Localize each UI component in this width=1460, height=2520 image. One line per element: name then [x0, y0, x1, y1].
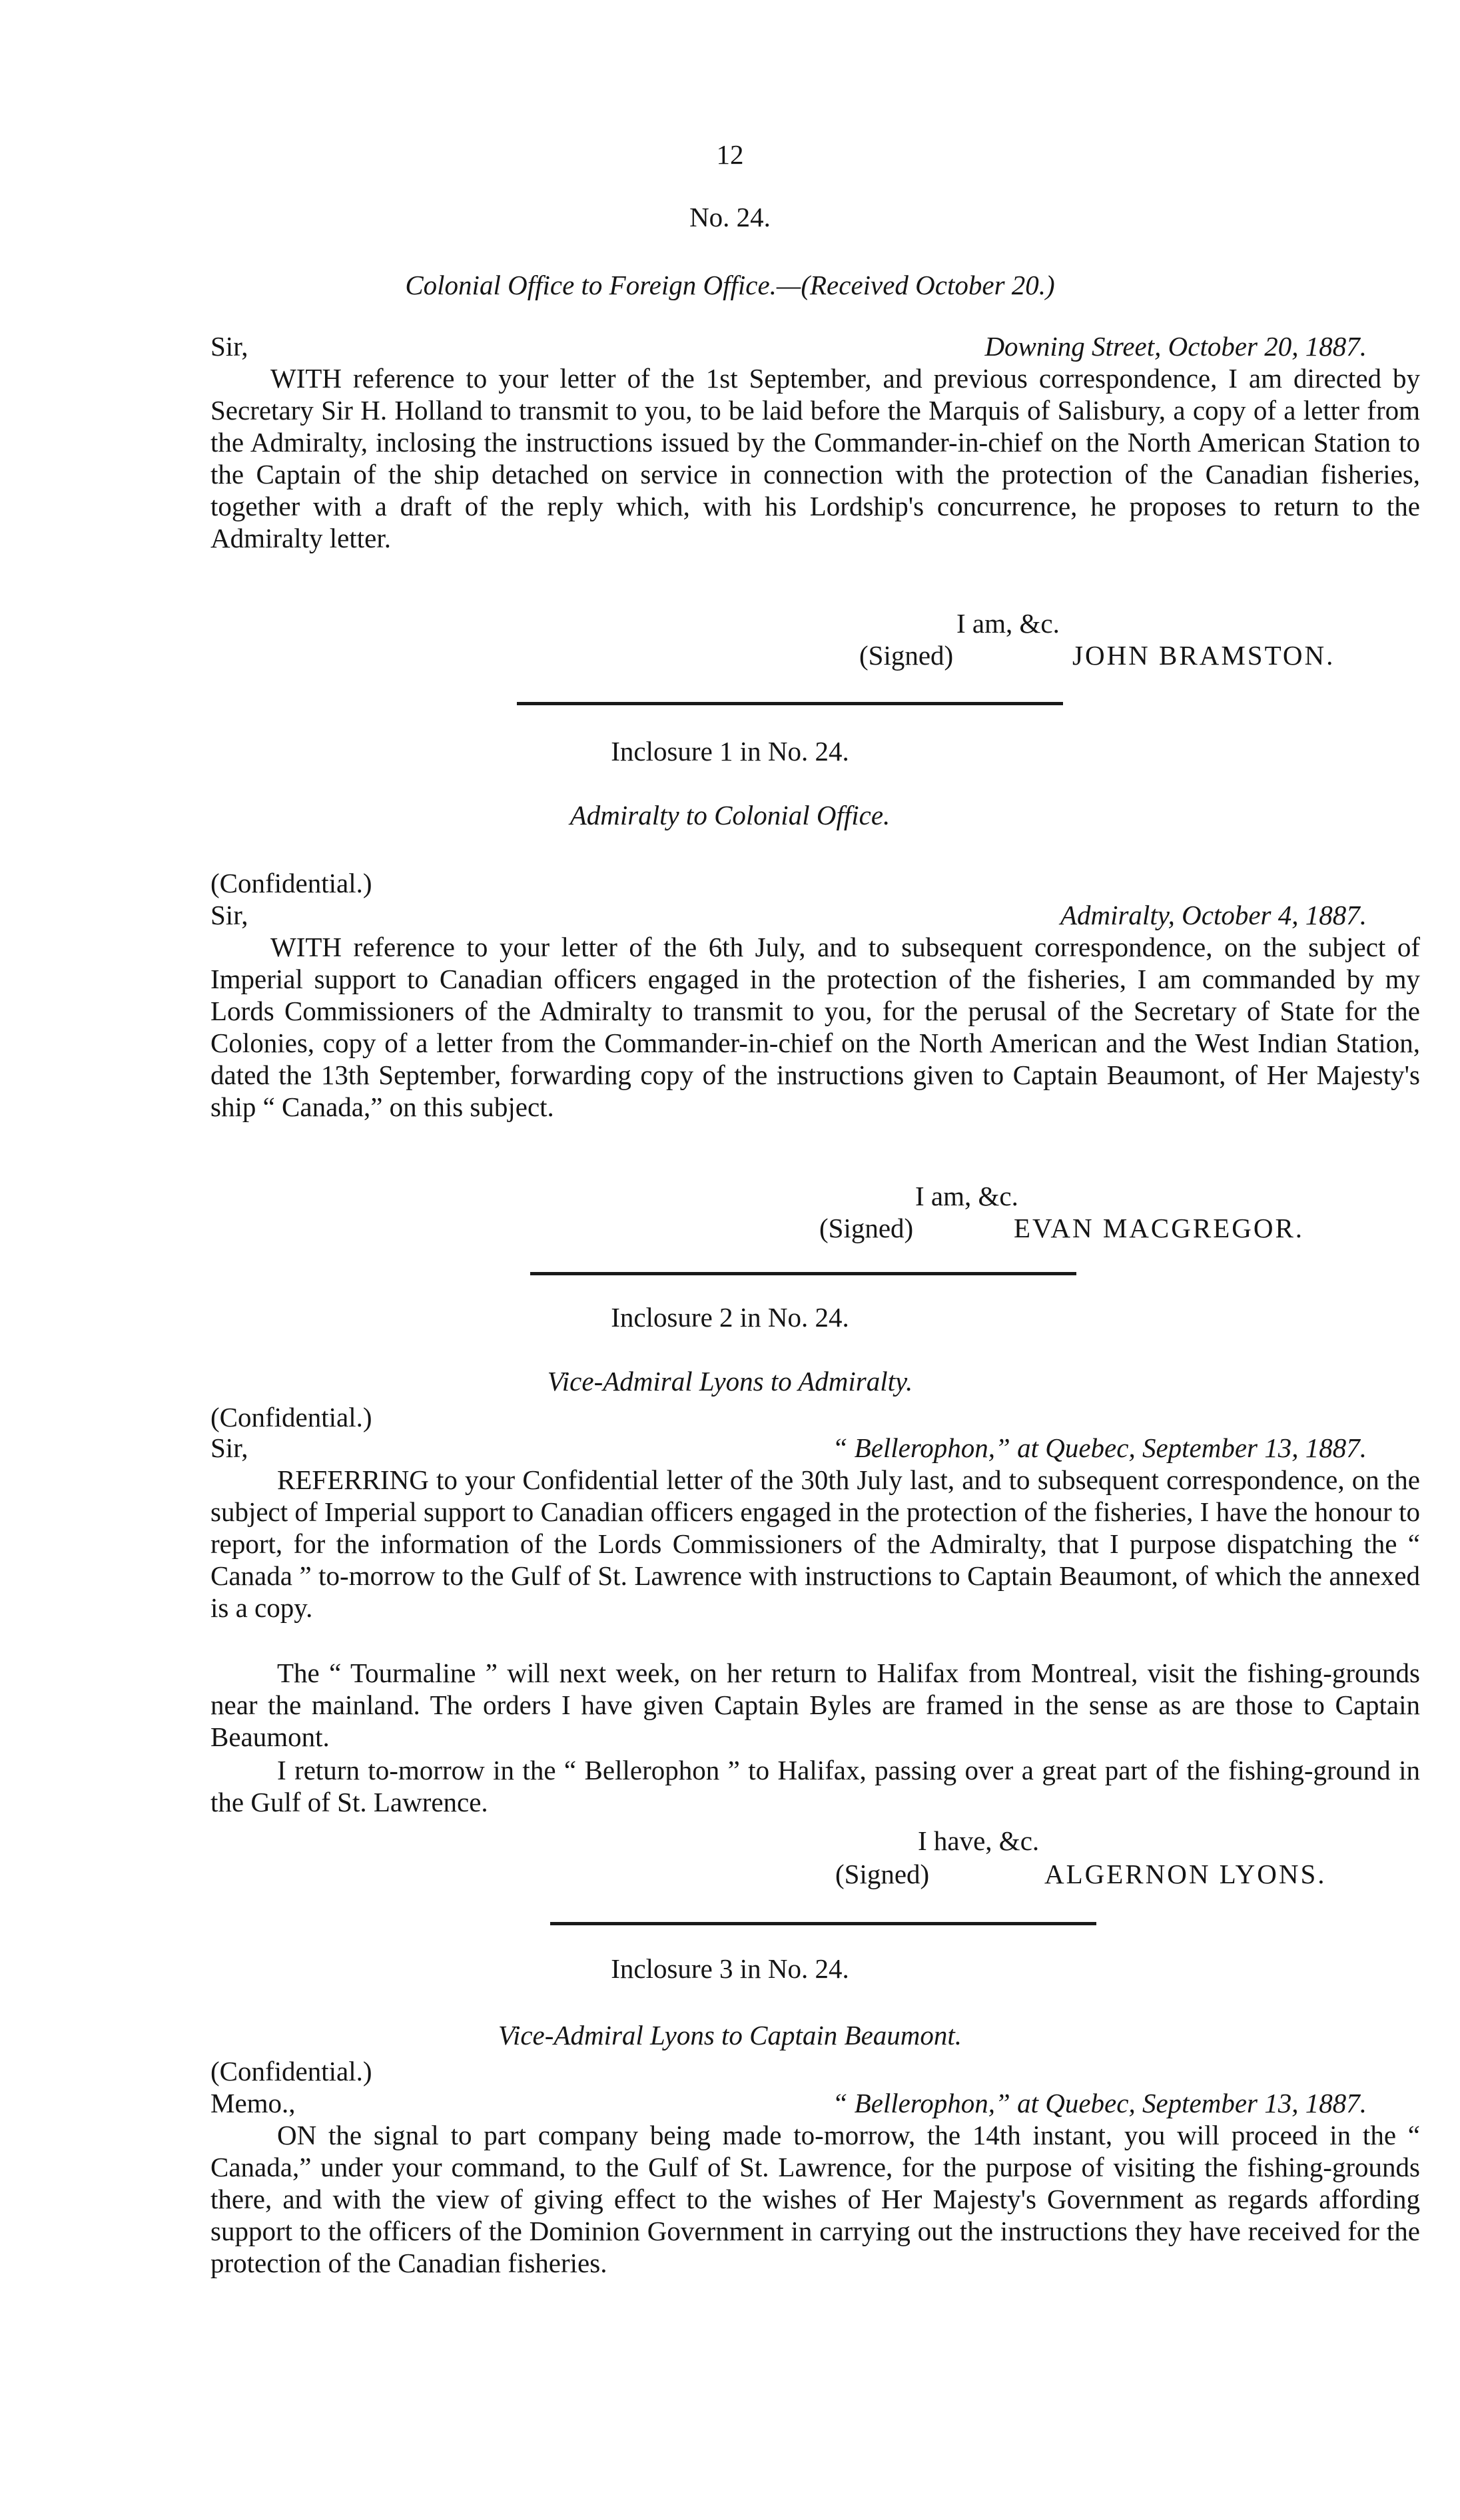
page-number: 12 — [716, 139, 744, 170]
salutation: Sir, — [210, 1432, 248, 1463]
dateline: “ Bellerophon,” at Quebec, September 13, 1887. — [832, 1432, 1367, 1463]
letter-paragraph: REFERRING to your Confidential letter of the 30th July last, and to subsequent correspondence, on the subject of Imperial support to Canadian officers engaged in the protection of the fisheries, I have the honour to report, for the information of the Lords Commissioners of the Admiralty, that I purpose dispatching the “ Canada ” to-morrow to the Gulf of St. Lawrence with instructions to Captain Beaumont, of which the annexed is a copy. — [210, 1464, 1420, 1623]
document-number: Inclosure 2 in No. 24. — [611, 1302, 849, 1333]
section-divider — [550, 1922, 1096, 1925]
salutation: Memo., — [210, 2088, 296, 2118]
closing: I am, &c. — [915, 1181, 1018, 1211]
letter-paragraph: The “ Tourmaline ” will next week, on her return to Halifax from Montreal, visit the fishing-grounds near the mainland. The orders I have given Captain Byles are framed in the sense as are those to Captain Beaumont. — [210, 1658, 1420, 1752]
letter-paragraph: WITH reference to your letter of the 6th July, and to subsequent correspondence, on the subject of Imperial support to Canadian officers engaged in the protection of the fisheries, I am commanded by my Lords Commissioners of the Admiralty to transmit to you, for the perusal of the Secretary of State for the Colonies, copy of a letter from the Commander-in-chief on the North American and the West Indian Station, dated the 13th September, forwarding copy of the instructions given to Captain Beaumont, of Her Majesty's ship “ Canada,” on this subject. — [210, 932, 1420, 1122]
letter-paragraph: WITH reference to your letter of the 1st September, and previous correspondence, I am directed by Secretary Sir H. Holland to transmit to you, to be laid before the Marquis of Salisbury, a copy of a letter from the Admiralty, inclosing the instructions issued by the Commander-in-chief on the North American Station to the Captain of the ship detached on service in connection with the protection of the Canadian fisheries, together with a draft of the reply which, with his Lordship's concurrence, he proposes to return to the Admiralty letter. — [210, 363, 1420, 553]
signed-label: (Signed) — [819, 1213, 914, 1243]
document-heading: Vice-Admiral Lyons to Admiralty. — [547, 1366, 913, 1397]
signed-label: (Signed) — [835, 1859, 930, 1889]
salutation: Sir, — [210, 331, 248, 362]
letter-paragraph: I return to-morrow in the “ Bellerophon ” to Halifax, passing over a great part of the fishing-ground in the Gulf of St. Lawrence. — [210, 1755, 1420, 1817]
salutation: Sir, — [210, 900, 248, 930]
document-number: Inclosure 1 in No. 24. — [611, 736, 849, 767]
document-heading: Admiralty to Colonial Office. — [569, 800, 891, 830]
document-number: Inclosure 3 in No. 24. — [611, 1953, 849, 1984]
signer-name: ALGERNON LYONS. — [1044, 1859, 1327, 1889]
signer-name: EVAN MACGREGOR. — [1014, 1213, 1305, 1243]
closing: I have, &c. — [918, 1825, 1040, 1856]
dateline: “ Bellerophon,” at Quebec, September 13, 1887. — [832, 2088, 1367, 2118]
document-heading: Colonial Office to Foreign Office.—(Received October 20.) — [405, 270, 1055, 300]
confidential-mark: (Confidential.) — [210, 868, 372, 898]
document-number: No. 24. — [689, 202, 771, 232]
document-heading: Vice-Admiral Lyons to Captain Beaumont. — [498, 2020, 962, 2050]
dateline: Admiralty, October 4, 1887. — [1060, 900, 1367, 930]
closing: I am, &c. — [956, 608, 1060, 639]
section-divider — [530, 1272, 1076, 1275]
dateline: Downing Street, October 20, 1887. — [984, 331, 1367, 362]
section-divider — [517, 702, 1063, 705]
signed-label: (Signed) — [859, 640, 954, 671]
confidential-mark: (Confidential.) — [210, 2056, 372, 2086]
letter-paragraph: ON the signal to part company being made to-morrow, the 14th instant, you will proceed in the “ Canada,” under your command, to the Gulf of St. Lawrence, for the purpose of visiting the fishing-grounds there, and with the view of giving effect to the wishes of Her Majesty's Government as regards affording support to the officers of the Dominion Government in carrying out the instructions they have received for the protection of the Canadian fisheries. — [210, 2120, 1420, 2278]
confidential-mark: (Confidential.) — [210, 1402, 372, 1432]
signer-name: JOHN BRAMSTON. — [1072, 640, 1335, 671]
